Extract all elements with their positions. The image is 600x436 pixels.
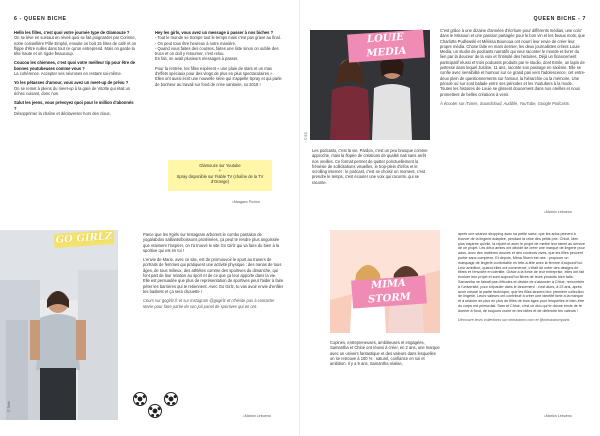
paragraph: Parce que les #girls sur Instagram arborent le combo pantalon de yoga/abdos saillants/boissons protéinées, ça peut te rendre plus angoissée que vraiment t'inspirer, on t'a trouvé le site Go Girlz qui va faire du bien à la sportive qui est en toi ! — [143, 232, 280, 253]
info-line: Glamouze sur Youtube — [199, 163, 241, 168]
louie-body-text — [440, 28, 586, 110]
answer: On se remet à pleins du meet-up à la gare de Vitotte qui était un échec cuisant, donc non. — [14, 85, 131, 96]
answer: La cohérence. Accepter ses névroses en restant soi-même. — [14, 71, 122, 77]
louie-media-banner: LOUIE MEDIA — [347, 29, 425, 62]
mima-storm-banner: MIMA STORM — [351, 275, 427, 308]
page-folio-left: 6 - QUEEN BICHE — [14, 16, 67, 22]
paragraph: Les podcasts, c'est la vie. Pardon, c'est un peu brusque comme approche, mais la flopée de créations de qualité nait sans arrêt nos oreilles. Ce format permet de quitter ponctuellement la frénésie de sollicitations visuelles, le trop-plein d'infos et le scrolling internet : le podcast, c'est se choisir un moment, c'est prendre le temps, c'est écouter une voix qui raconte, qui se raconte. — [312, 148, 428, 185]
question: Yo les pétasses d'amour, vous avez un meet-up de prévu ? — [14, 80, 129, 86]
qa-column-left — [14, 30, 137, 120]
page-folio-right: QUEEN BICHE - 7 — [533, 16, 586, 22]
mima-intro-text — [330, 340, 440, 370]
qa-item — [14, 60, 137, 76]
paragraph-italic: Découvre leurs collections sur mimastorm.com et @mimastormparis — [458, 317, 570, 322]
paragraph-italic: Cours sur gogirlz.fr et sur Instagram @gogirlz et n'hésite pas à contacter Marie pour faire partie de son joli panel de sportives qui en ont. — [143, 298, 275, 309]
author-credit: ● Marion Lebueno — [544, 210, 572, 214]
go-girlz-text — [143, 232, 284, 313]
qa-column-right — [155, 30, 283, 91]
author-credit: ● Marion Lebueno — [544, 414, 572, 418]
mima-body-text — [458, 232, 586, 326]
soccer-ball-icon — [148, 404, 162, 418]
go-girlz-banner: GO GIRLZ — [54, 230, 115, 248]
photo-credit: © Tarte — [7, 401, 11, 412]
qa-item — [14, 80, 137, 96]
question: Hello les filles, c'est quoi votre journée type de Glamouze ? — [14, 30, 130, 35]
paragraph: C'est grâce à une dizaine d'années d'écriture pour différents médias, une colo' dans le Missouri et une passion partagée pour le bon vin et les beaux mots, que Charlotte Pudlowski et Mélissa Bounoua ont nourri leur envie de créer leur propre média. Chose faite en mars dernier, les deux journalistes créent Louie Media, un studio de podcasts narratifs qui veut raconter le monde et livrer du lien par la douceur de la voix et l'intimité des histoires. Déjà un financement participatif réussi et trois podcasts produits par le studio, dont Emile, un lapin de justesse dans lequel Justine, 11 ans, raconte son passage en sixième. Elle se confie avec sensibilité et humour sur ce grand pas vers l'adolescence, cet entre-deux plein de questionnements sur l'amour, la hiérarchie ou la mémoire. Une pérode où sur sont balade entre ses périodes et les Youtubers à la mode. Toutes les histoires de Louie se glissent doucement dans nos oreilles et nous promettent de belles créations à venir. — [440, 28, 586, 97]
author-credit: ● Margaux Pichon — [232, 200, 260, 204]
qa-item — [14, 100, 137, 116]
paragraph-italic: À écouter sur iTunes, Soundcloud, Audible, YouTube, Google Podcasts. — [440, 100, 571, 106]
info-plus: + — [218, 168, 222, 174]
qa-item — [14, 30, 137, 56]
question: Hey les girls, vous avez un message à passer à nos biches ? — [155, 30, 274, 35]
paragraph: après une séance shopping avec sa petite sœur, que les ados peinent à trouver de la lingerie adaptée, pendant la crise des petits prix. Chloé, bien plus inspirée qu'elle, la rejoint et avec le projet de mettre leur talent au service de ce projet. Les deux amies ont décidé de créer une marque de lingerie pour ados, avec des matières douces et des couleurs vives, que les filles peuvent porter sans complexe. Et depuis, Mima Storm est née : proposer un marquage de lingerie confortable en tête-à-tête avec la femme d'aujourd'hui. Leur ambition, quand elles ont commencé, c'était de créer des designs de filtres et l'envolée en identité. Grâce à la force de leur entreprise, elles ont fait évoluer leur projet et sont aujourd'hui fières de leurs produits bien faits. Samantha ne faisait pas d'études et décide de s'associer à Chloé, rencontrée à l'université, pour s'épauler dans le lancement : c'est alors, à 23 ans, après avoir creusé la partie technique, que les filles lancent leur première collection de lingerie. Leurs valeurs ont contribué à créer une identité forte à la marque et à séduire de plus en plus de filles de tous âges pour lesquelles le bien-être du corps est primordial. Sam et Chloé, c'est un duo qui te donne envie de te donner à fond, de toujours croire en tes idées et de défendre tes valeurs ! — [458, 232, 585, 313]
go-girlz-photo — [0, 230, 118, 420]
qa-item — [155, 30, 283, 62]
paragraph: Copines, entrepreneuses, ambitieuses et engagées, Samantha et Chloé ont réussi à créer, en 2 ans, une marque avec un univers fantastique et des valeurs dans lesquelles on se retrouve à 100 % : naturel, confiance en soi et ambition. Il y a 9 ans, Samantha réalise, — [330, 340, 440, 367]
answer: On se lève en sursaut en réveil quoi se fait poignarder par Corinne, notre conseillère Pôle Emploi, ensuite on boit 15 litres de café et on flippe d'être nulles dans tout ce qu'on entreprend. Mais on garde la tête haute et on rigole beaucoup. — [14, 35, 137, 57]
author-credit: ● Marion Lebueno — [243, 414, 271, 418]
go-girlz-photo-illustration — [0, 230, 118, 420]
soccer-ball-icon — [164, 392, 178, 406]
photo-credit: © ES — [304, 132, 308, 140]
soccer-ball-icon — [133, 392, 147, 406]
info-line: Spray disponible sur Fiable TV (chaîne de la TV d'Orange) — [176, 173, 264, 185]
answer: Désopprimer la chaîne et déclaverser hors des clous. — [14, 110, 111, 116]
question: Salut les jeens, vous prévoyez quoi pour le million d'abonnés ? — [14, 100, 134, 111]
louie-intro-text — [312, 148, 432, 189]
paragraph: L'envie de Marie, avec ce site, est de promouvoir le sport au travers de portraits de femmes qui pratiquent une activité physique : des nanas de tous âges, de tous milieux, des athlètes comme des sportives du dimanche, qui font part de leur relation au sport et de ce que ça leur apporte dans la vie. Elle est persuadée que plus de représentation de sportives peut l'aider à faire péter les barrières qui te retiennent. Avec Go Girlz, tu vas avoir envie d'enfiler tes baskets et ça sera chouette ! — [143, 257, 284, 294]
paragraph: Pour la rentrée, les filles espèrent « une pluie de stars et un max d'effets spéciaux pour des vlogs de plus en plus spectaculaires ». Elles ont aussi écrit une nouvelle série qui s'appelle Spray et qui parle de bonheur au travail sur fond de crise sanitaire, so 2018 ! — [155, 65, 282, 87]
right-page — [300, 0, 600, 436]
info-box-yellow — [168, 160, 272, 191]
question: Coucou les chiennes, c'est quoi votre meilleur tip pour être de bonnes youtubeuses comme vous ? — [14, 60, 136, 71]
answer: - Tout le monde se trompe tout le temps mais c'est pas grave au final. - On peut tous être heureux à notre manière. - Quand vous faites des courses, faites une liste sinon on oublie des trucs et on doit y retourner, c'est relou. En fait, on avait plusieurs messages à passer. — [155, 35, 281, 62]
